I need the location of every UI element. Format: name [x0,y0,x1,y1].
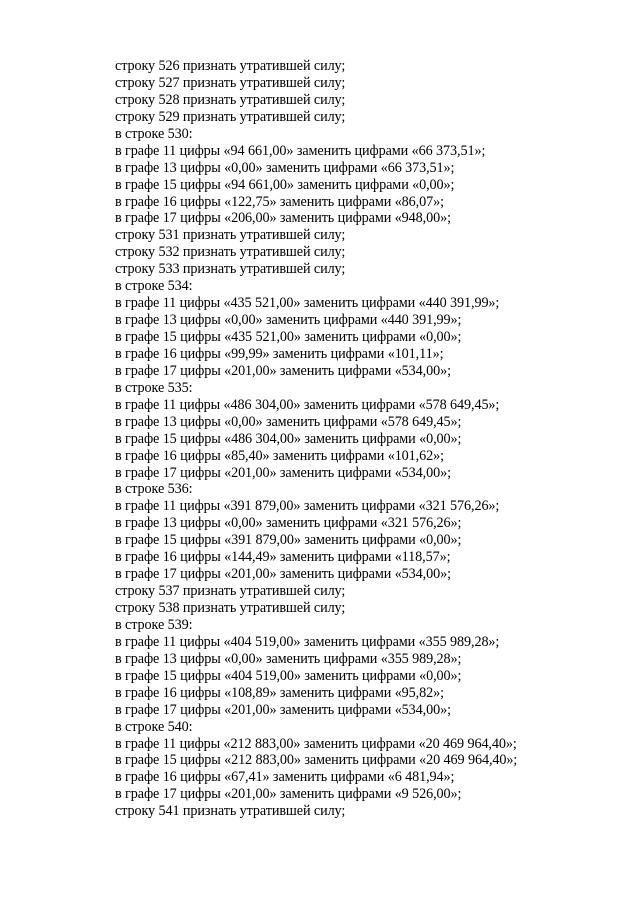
document-line: в графе 11 цифры «94 661,00» заменить цифрами «66 373,51»; [115,142,486,159]
document-line: в графе 13 цифры «0,00» заменить цифрами «440 391,99»; [115,312,462,329]
document-line: в графе 15 цифры «391 879,00» заменить цифрами «0,00»; [115,532,462,549]
document-line: строку 532 признать утратившей силу; [115,244,346,261]
document-line: в графе 16 цифры «99,99» заменить цифрами «101,11»; [115,345,444,362]
document-line: в графе 15 цифры «435 521,00» заменить цифрами «0,00»; [115,329,462,345]
document-line: в графе 11 цифры «212 883,00» заменить цифрами «20 469 964,40»; [115,735,517,752]
document-line: в графе 17 цифры «201,00» заменить цифрами «534,00»; [115,362,451,379]
document-line: в графе 17 цифры «201,00» заменить цифрами «534,00»; [115,464,451,481]
document-line: в графе 17 цифры «206,00» заменить цифрами «948,00»; [115,210,451,227]
document-line: в графе 11 цифры «486 304,00» заменить цифрами «578 649,45»; [115,396,500,413]
document-line: в графе 17 цифры «201,00» заменить цифрами «534,00»; [115,701,451,718]
document-line: строку 538 признать утратившей силу; [115,600,346,616]
document-line: в графе 16 цифры «144,49» заменить цифрами «118,57»; [115,549,451,566]
document-line: строку 533 признать утратившей силу; [115,261,346,278]
document-line: в графе 15 цифры «212 883,00» заменить цифрами «20 469 964,40»; [115,752,518,769]
document-line: в графе 17 цифры «201,00» заменить цифрами «534,00»; [115,566,451,583]
document-line: в графе 15 цифры «486 304,00» заменить цифрами «0,00»; [115,430,462,447]
document-line: строку 527 признать утратившей силу; [115,74,346,91]
document-line: в графе 11 цифры «435 521,00» заменить цифрами «440 391,99»; [115,295,500,312]
document-line: в графе 11 цифры «391 879,00» заменить цифрами «321 576,26»; [115,498,500,515]
document-line: строку 529 признать утратившей силу; [115,108,346,125]
document-line: в графе 15 цифры «94 661,00» заменить цифрами «0,00»; [115,176,455,193]
document-line: строку 541 признать утратившей силу; [115,803,346,820]
document-line: в строке 539: [115,616,193,633]
document-line: в графе 15 цифры «404 519,00» заменить цифрами «0,00»; [115,667,462,684]
document-line: в графе 16 цифры «122,75» заменить цифрами «86,07»; [115,193,444,210]
document-line: в графе 11 цифры «404 519,00» заменить цифрами «355 989,28»; [115,633,500,650]
document-line: в графе 13 цифры «0,00» заменить цифрами «578 649,45»; [115,413,462,430]
document-line: в графе 17 цифры «201,00» заменить цифрами «9 526,00»; [115,786,462,803]
document-line: в графе 16 цифры «108,89» заменить цифрами «95,82»; [115,684,444,701]
document-line: строку 537 признать утратившей силу; [115,583,346,600]
document-line: в строке 535: [115,379,193,396]
document-line: в графе 16 цифры «85,40» заменить цифрами «101,62»; [115,447,444,464]
document-line: в строке 530: [115,125,193,142]
document-line: строку 526 признать утратившей силу; [115,58,346,74]
document-text-block [115,58,517,820]
document-line: в строке 540: [115,718,193,735]
document-line: в графе 16 цифры «67,41» заменить цифрами «6 481,94»; [115,769,455,786]
document-line: в строке 534: [115,278,193,295]
document-line: в графе 13 цифры «0,00» заменить цифрами «321 576,26»; [115,515,462,532]
document-line: в графе 13 цифры «0,00» заменить цифрами «66 373,51»; [115,159,455,176]
document-line: строку 531 признать утратившей силу; [115,227,346,244]
document-line: в строке 536: [115,481,193,498]
document-line: строку 528 признать утратившей силу; [115,91,346,108]
document-line: в графе 13 цифры «0,00» заменить цифрами «355 989,28»; [115,650,462,667]
